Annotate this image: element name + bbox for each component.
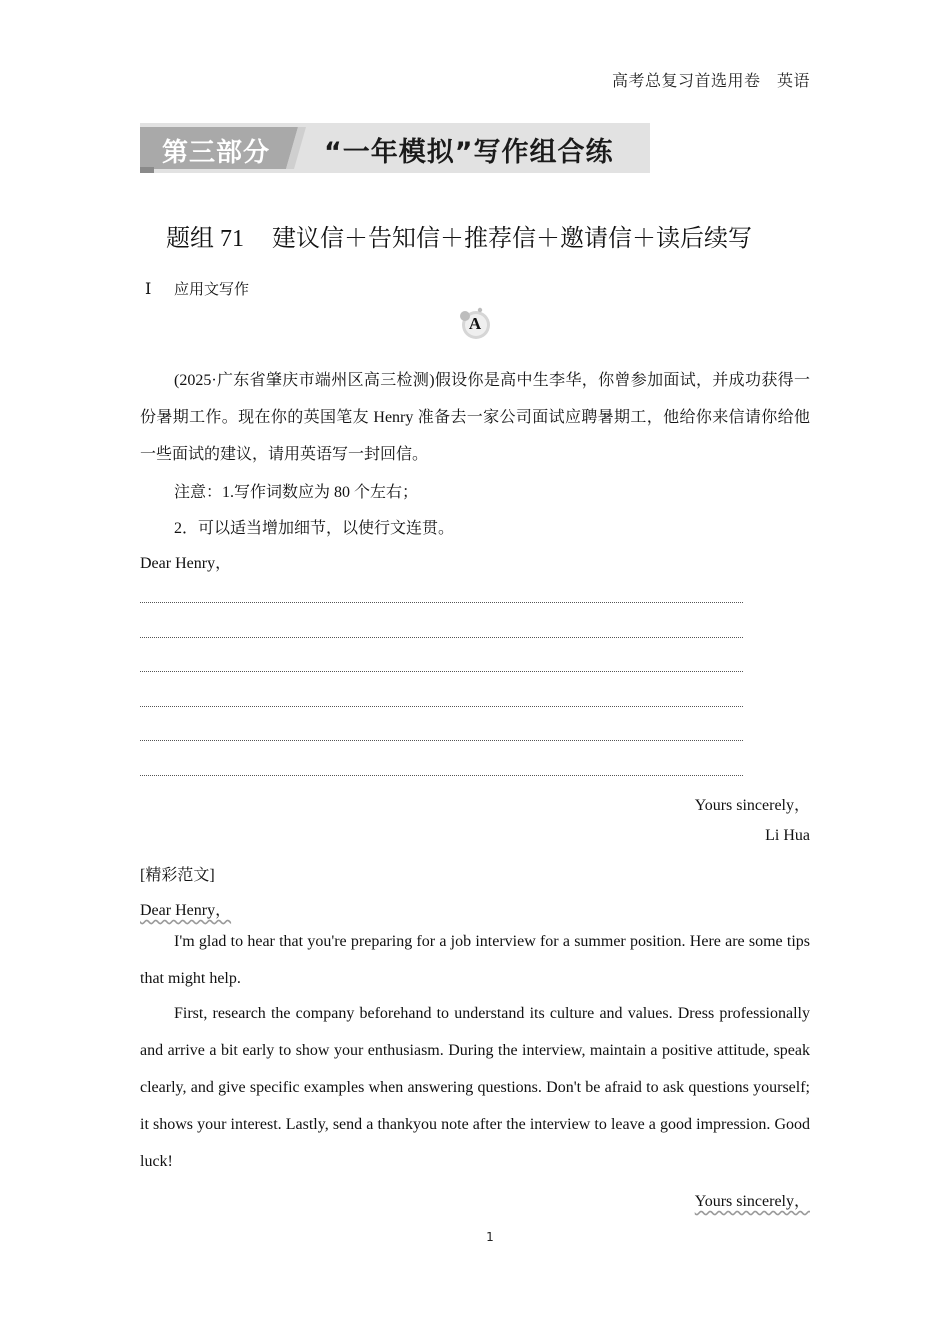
prompt-source: (2025·广东省肇庆市端州区高三检测): [174, 372, 435, 389]
prompt-note-2: 2．可以适当增加细节，以使行文连贯。: [174, 520, 455, 537]
section-banner: [140, 123, 650, 173]
section-heading: [145, 278, 249, 299]
running-header: 高考总复习首选用卷 英语: [611, 73, 810, 90]
model-essay-salutation: Dear Henry，: [140, 902, 232, 919]
answer-blank-lines: [140, 602, 743, 809]
template-closing: Yours sincerely，: [694, 797, 810, 814]
group-topics: 建议信＋告知信＋推荐信＋邀请信＋读后续写: [272, 226, 752, 252]
template-salutation: Dear Henry，: [140, 555, 232, 572]
answer-line: [140, 740, 743, 741]
model-essay-paragraph-1: I'm glad to hear that you're preparing for a job interview for a summer position. Here are some tips that might help.: [140, 933, 810, 987]
template-signature: Li Hua: [765, 827, 810, 844]
model-essay-closing: Yours sincerely，: [694, 1193, 810, 1210]
banner-title: “一年模拟”写作组合练: [324, 137, 614, 168]
badge-letter: A: [468, 314, 482, 333]
page-number: 1: [486, 1230, 494, 1244]
answer-line: [140, 706, 743, 707]
group-number: 题组 71: [166, 226, 244, 252]
answer-line: [140, 775, 743, 776]
model-essay-heading: [精彩范文]: [140, 867, 215, 884]
model-essay-paragraph-2: First, research the company beforehand to understand its culture and values. Dress professionally and arrive a bit early to show your enthusiasm. During the interview, maintain a positive attitude, speak clearly, and give specific examples when answering questions. Don't be afraid to ask questions yourself; it shows your interest. Lastly, send a thankyou note after the interview to leave a good impression. Good luck!: [140, 1005, 810, 1170]
answer-line: [140, 602, 743, 603]
task-badge: [458, 307, 492, 341]
banner-part-label: 第三部分: [162, 138, 271, 168]
group-title: [166, 218, 752, 253]
prompt-paragraph: [140, 362, 810, 473]
section-label: 应用文写作: [174, 280, 250, 298]
prompt-text: 假设你是高中生李华，你曾参加面试，并成功获得一份暑期工作。现在你的英国笔友 Henry 准备去一家公司面试应聘暑期工，他给你来信请你给他一些面试的建议，请用英语写一封回信。: [140, 372, 810, 463]
prompt-note-1: 注意：1.写作词数应为 80 个左右；: [174, 484, 419, 501]
section-numeral: Ⅰ: [145, 281, 152, 298]
answer-line: [140, 671, 743, 672]
answer-line: [140, 637, 743, 638]
